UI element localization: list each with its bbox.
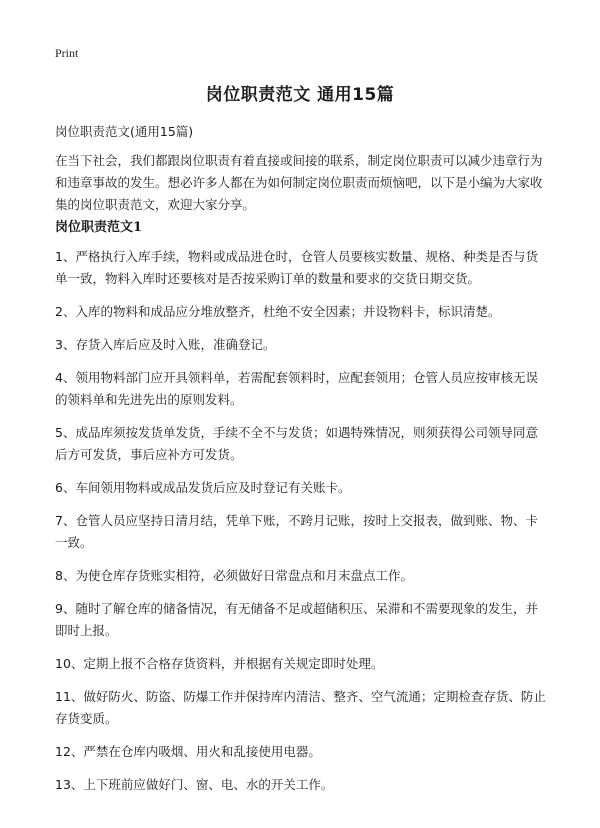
list-item: 5、成品库须按发货单发货，手续不全不与发货；如遇特殊情况，则须获得公司领导同意后方可发货，事后应补方可发货。 [55, 425, 538, 462]
intro-paragraph: 在当下社会，我们都跟岗位职责有着直接或间接的联系，制定岗位职责可以减少违章行为和违章事故的发生。想必许多人都在为如何制定岗位职责而烦恼吧，以下是小编为大家收集的岗位职责范文，欢迎大家分享。 [55, 153, 543, 212]
list-item: 7、仓管人员应坚持日清月结，凭单下账，不跨月记账，按时上交报表，做到账、物、卡一致。 [55, 513, 538, 550]
list-item: 8、为使仓库存货账实相符，必须做好日常盘点和月末盘点工作。 [55, 568, 413, 583]
document-subtitle: 岗位职责范文(通用15篇) [55, 124, 194, 139]
list-item: 10、定期上报不合格存货资料，并根据有关规定即时处理。 [55, 656, 384, 671]
list-item: 9、随时了解仓库的储备情况，有无储备不足或超储积压、呆滞和不需要现象的发生，并即时上报。 [55, 601, 538, 638]
list-item: 6、车间领用物料或成品发货后应及时登记有关账卡。 [55, 480, 351, 495]
list-item: 13、上下班前应做好门、窗、电、水的开关工作。 [55, 777, 334, 792]
duty-list [55, 246, 550, 807]
print-label: Print [55, 46, 79, 60]
list-item: 2、入库的物料和成品应分堆放整齐，杜绝不安全因素；并设物料卡，标识清楚。 [55, 304, 501, 319]
list-item: 3、存货入库后应及时入账，准确登记。 [55, 337, 276, 352]
list-item: 4、领用物料部门应开具领料单，若需配套领料时，应配套领用；仓管人员应按审核无误的领料单和先进先出的原则发料。 [55, 370, 538, 407]
section-heading: 岗位职责范文1 [55, 220, 143, 235]
list-item: 1、严格执行入库手续，物料或成品进仓时，仓管人员要核实数量、规格、种类是否与货单一致，物料入库时还要核对是否按采购订单的数量和要求的交货日期交货。 [55, 249, 538, 286]
list-item: 11、做好防火、防盗、防爆工作并保持库内清洁、整齐、空气流通；定期检查存货、防止存货变质。 [55, 689, 546, 726]
list-item: 12、严禁在仓库内吸烟、用火和乱接使用电器。 [55, 744, 321, 759]
document-title: 岗位职责范文 通用15篇 [205, 85, 395, 105]
